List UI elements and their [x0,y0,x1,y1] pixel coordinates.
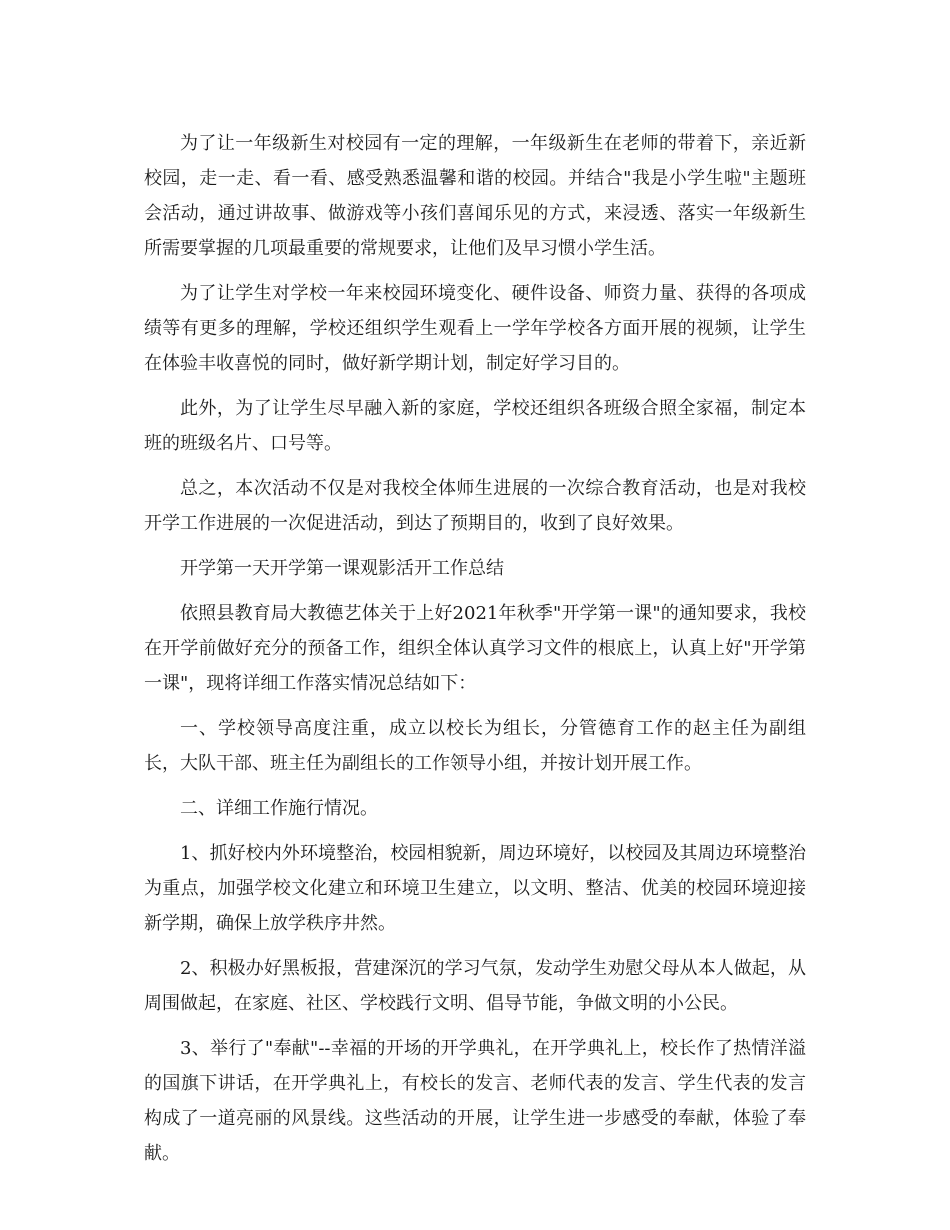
paragraph: 二、详细工作施行情况。 [180,798,378,819]
paragraph: 总之，本次活动不仅是对我校全体师生进展的一次综合教育活动，也是对我校开学工作进展的一次促进活动，到达了预期目的，收到了良好效果。 [144,478,806,534]
paragraph: 1、抓好校内外环境整治，校园相貌新，周边环境好，以校园及其周边环境整治为重点，加强学校文化建立和环境卫生建立，以文明、整洁、优美的校园环境迎接新学期，确保上放学秩序井然。 [144,843,806,934]
paragraph: 为了让一年级新生对校园有一定的理解，一年级新生在老师的带着下，亲近新校园，走一走、看一看、感受熟悉温馨和谐的校园。并结合"我是小学生啦"主题班会活动，通过讲故事、做游戏等小孩们喜闻乐见的方式，来浸透、落实一年级新生所需要掌握的几项最重要的常规要求，让他们及早习惯小学生活。 [144,133,806,259]
paragraph: 为了让学生对学校一年来校园环境变化、硬件设备、师资力量、获得的各项成绩等有更多的理解，学校还组织学生观看上一学年学校各方面开展的视频，让学生在体验丰收喜悦的同时，做好新学期计划，制定好学习目的。 [144,283,806,374]
paragraph: 一、学校领导高度注重，成立以校长为组长，分管德育工作的赵主任为副组长，大队干部、班主任为副组长的工作领导小组，并按计划开展工作。 [144,718,806,774]
paragraph: 依照县教育局大教德艺体关于上好2021年秋季"开学第一课"的通知要求，我校在开学前做好充分的预备工作，组织全体认真学习文件的根底上，认真上好"开学第一课"，现将详细工作落实情况总结如下： [144,603,806,694]
paragraph: 2、积极办好黑板报，营建深沉的学习气氛，发动学生劝慰父母从本人做起，从周围做起，在家庭、社区、学校践行文明、倡导节能，争做文明的小公民。 [144,958,806,1014]
section-heading: 开学第一天开学第一课观影活开工作总结 [180,558,504,579]
paragraph: 3、举行了"奉献"--幸福的开场的开学典礼，在开学典礼上，校长作了热情洋溢的国旗下讲话，在开学典礼上，有校长的发言、老师代表的发言、学生代表的发言构成了一道亮丽的风景线。这些活动的开展，让学生进一步感受的奉献，体验了奉献。 [144,1038,806,1164]
paragraph: 此外，为了让学生尽早融入新的家庭，学校还组织各班级合照全家福，制定本班的班级名片、口号等。 [144,398,806,454]
document-body [144,126,806,1181]
